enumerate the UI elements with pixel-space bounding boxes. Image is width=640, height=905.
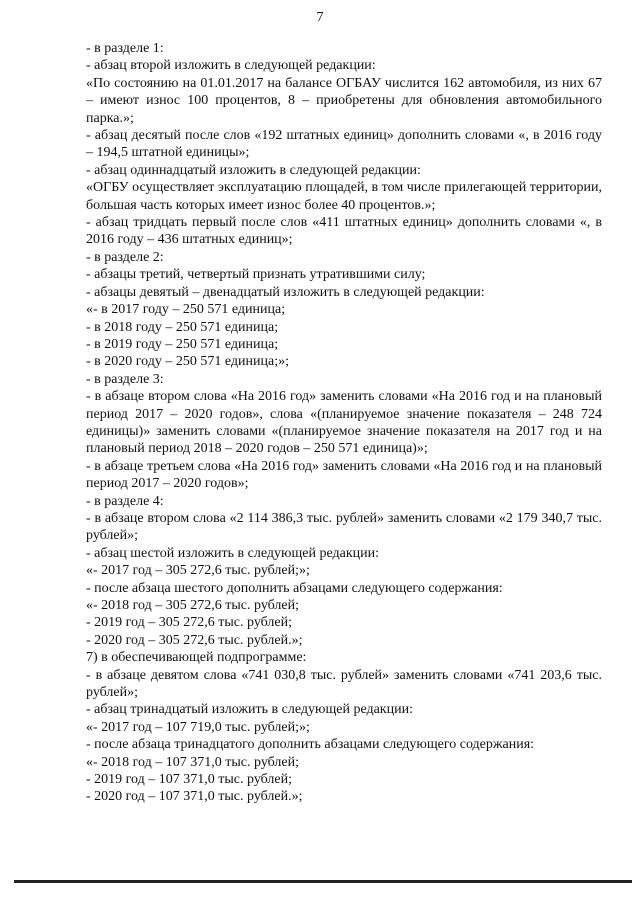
paragraph: - в абзаце втором слова «На 2016 год» заменить словами «На 2016 год и на плановый период 2017 – 2020 годов», слова «(планируемое значение показателя – 248 724 единицы)» заменить словами «(планируемое значение показателя на 2017 год и на плановый период 2018 – 2020 годов – 250 571 единица)»; [86,389,602,457]
paragraph: «По состоянию на 01.01.2017 на балансе ОГБАУ числится 162 автомобиля, из них 67 – имеют износ 100 процентов, 8 – приобретены для обновления автомобильного парка.»; [86,75,602,126]
paragraph: - в 2018 году – 250 571 единица; [86,319,279,335]
paragraph: - после абзаца тринадцатого дополнить абзацами следующего содержания: [86,737,535,753]
paragraph: - абзац тридцать первый после слов «411 штатных единиц» дополнить словами «, в 2016 году – 436 штатных единиц»; [86,215,602,248]
paragraph: «- 2017 год – 107 719,0 тыс. рублей;»; [86,719,310,735]
paragraph: - абзац десятый после слов «192 штатных единиц» дополнить словами «, в 2016 году – 194,5 штатной единицы»; [86,128,602,161]
paragraph: - в абзаце третьем слова «На 2016 год» заменить словами «На 2016 год и на плановый период 2017 – 2020 годов»; [86,458,602,492]
paragraph: - 2019 год – 305 272,6 тыс. рублей; [86,615,293,631]
paragraph: «- 2018 год – 107 371,0 тыс. рублей; [86,754,300,770]
paragraph: «- в 2017 году – 250 571 единица; [86,302,286,318]
paragraph: - в 2019 году – 250 571 единица; [86,336,279,352]
paragraph: - в разделе 3: [86,371,164,387]
paragraph: - абзацы третий, четвертый признать утратившими силу; [86,267,426,283]
paragraph: - в 2020 году – 250 571 единица;»; [86,354,289,370]
paragraph: «- 2017 год – 305 272,6 тыс. рублей;»; [86,563,310,579]
paragraph: - абзац одиннадцатый изложить в следующей редакции: [86,162,421,178]
paragraph: - в разделе 2: [86,249,164,265]
paragraph: - абзацы девятый – двенадцатый изложить в следующей редакции: [86,284,485,300]
document-body [86,40,602,806]
paragraph: - абзац шестой изложить в следующей редакции: [86,545,379,561]
paragraph: - абзац второй изложить в следующей редакции: [86,58,376,74]
paragraph: - 2020 год – 107 371,0 тыс. рублей.»; [86,789,303,805]
paragraph: - в разделе 4: [86,493,164,509]
page-number: 7 [316,10,324,25]
paragraph: - 2020 год – 305 272,6 тыс. рублей.»; [86,632,303,648]
paragraph: - в абзаце втором слова «2 114 386,3 тыс. рублей» заменить словами «2 179 340,7 тыс. рублей»; [86,510,602,544]
page-bottom-rule [14,880,632,883]
paragraph: - после абзаца шестого дополнить абзацами следующего содержания: [86,580,503,596]
paragraph: 7) в обеспечивающей подпрограмме: [86,650,307,666]
paragraph: - 2019 год – 107 371,0 тыс. рублей; [86,772,293,788]
paragraph: «ОГБУ осуществляет эксплуатацию площадей, в том числе прилегающей территории, большая часть которых имеет износ более 40 процентов.»; [86,180,602,213]
paragraph: - абзац тринадцатый изложить в следующей редакции: [86,702,413,718]
paragraph: «- 2018 год – 305 272,6 тыс. рублей; [86,598,300,613]
paragraph: - в разделе 1: [86,41,164,56]
paragraph: - в абзаце девятом слова «741 030,8 тыс. рублей» заменить словами «741 203,6 тыс. рублей»; [86,667,602,701]
